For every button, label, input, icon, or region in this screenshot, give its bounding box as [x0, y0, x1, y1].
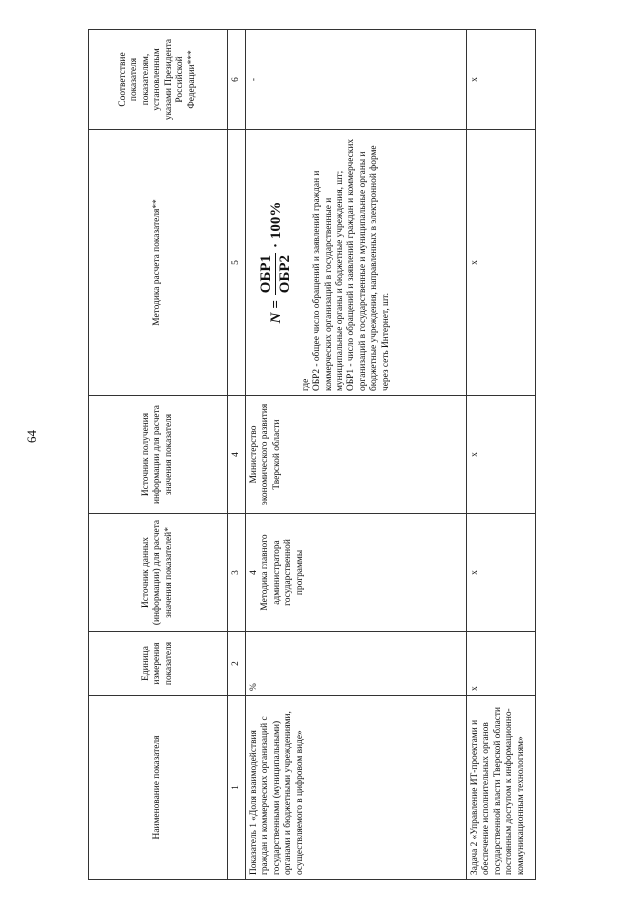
header-cell-info-source: Источник получения информации для расчета значения показателя: [89, 396, 228, 514]
formula-lhs: N =: [267, 300, 284, 324]
table-row-task-2: [467, 30, 536, 880]
formula-numerator: ОБР1: [257, 253, 276, 295]
definition-line: ОБР1 - число обращений и заявлений граждан и коммерческих организаций в государственные и муниципальные органы и бюджетные учреждения, направленных в электронной форме через сеть Интернет, шт.: [346, 138, 391, 391]
definition-line: ОБР2 - общее число обращений и заявлений граждан и коммерческих организаций в государственные и муниципальные органы и бюджетные учреждения, шт;: [312, 170, 345, 391]
column-number: 3: [228, 514, 246, 632]
column-number: 4: [228, 396, 246, 514]
rotated-table-container: [88, 30, 526, 880]
indicator-name-cell: Показатель 1 «Доля взаимодействия граждан и коммерческих организаций с государственными (муниципальными) органами и бюджетными учреждениями, осуществляемого в цифровом виде»: [246, 696, 467, 880]
calculation-formula: [257, 134, 295, 391]
data-source-cell: х: [467, 514, 536, 632]
header-cell-unit: Единица измерения показателя: [89, 632, 228, 696]
formula-fraction: [257, 253, 295, 295]
info-source-cell: Министерство экономического развития Тверской области: [246, 396, 467, 514]
header-cell-data-source: Источник данных (информации) для расчета значения показателей*: [89, 514, 228, 632]
task-name-cell: Задача 2 «Управление ИТ-проектами и обеспечение исполнительных органов государственной власти Тверской области постоянным доступом к информационно-коммуникационным технологиям»: [467, 696, 536, 880]
formula-multiplier: · 100%: [267, 201, 284, 248]
formula-definitions: [301, 134, 393, 391]
column-number: 1: [228, 696, 246, 880]
column-number: 2: [228, 632, 246, 696]
formula-denominator: ОБР2: [277, 254, 294, 294]
data-source-cell: [246, 514, 467, 632]
header-cell-name: Наименование показателя: [89, 696, 228, 880]
method-cell: [246, 130, 467, 396]
page-number: 64: [24, 430, 39, 443]
definition-line: где: [300, 378, 311, 391]
column-number: 6: [228, 30, 246, 130]
unit-cell: х: [467, 632, 536, 696]
column-number-row: [228, 30, 246, 880]
table-row-indicator-1: [246, 30, 467, 880]
header-cell-compliance: Соответствие показателя показателям, установленным указами Президента Российской Федерации***: [89, 30, 228, 130]
data-source-text: Методика главного администратора государственной программы: [260, 534, 305, 611]
indicator-table: [88, 29, 536, 880]
compliance-cell: х: [467, 30, 536, 130]
method-cell: х: [467, 130, 536, 396]
compliance-cell: -: [246, 30, 467, 130]
column-number: 5: [228, 130, 246, 396]
header-row: [89, 30, 228, 880]
info-source-cell: х: [467, 396, 536, 514]
unit-cell: %: [246, 632, 467, 696]
header-cell-method: Методика расчета показателя**: [89, 130, 228, 396]
data-source-number: 4: [249, 570, 259, 575]
